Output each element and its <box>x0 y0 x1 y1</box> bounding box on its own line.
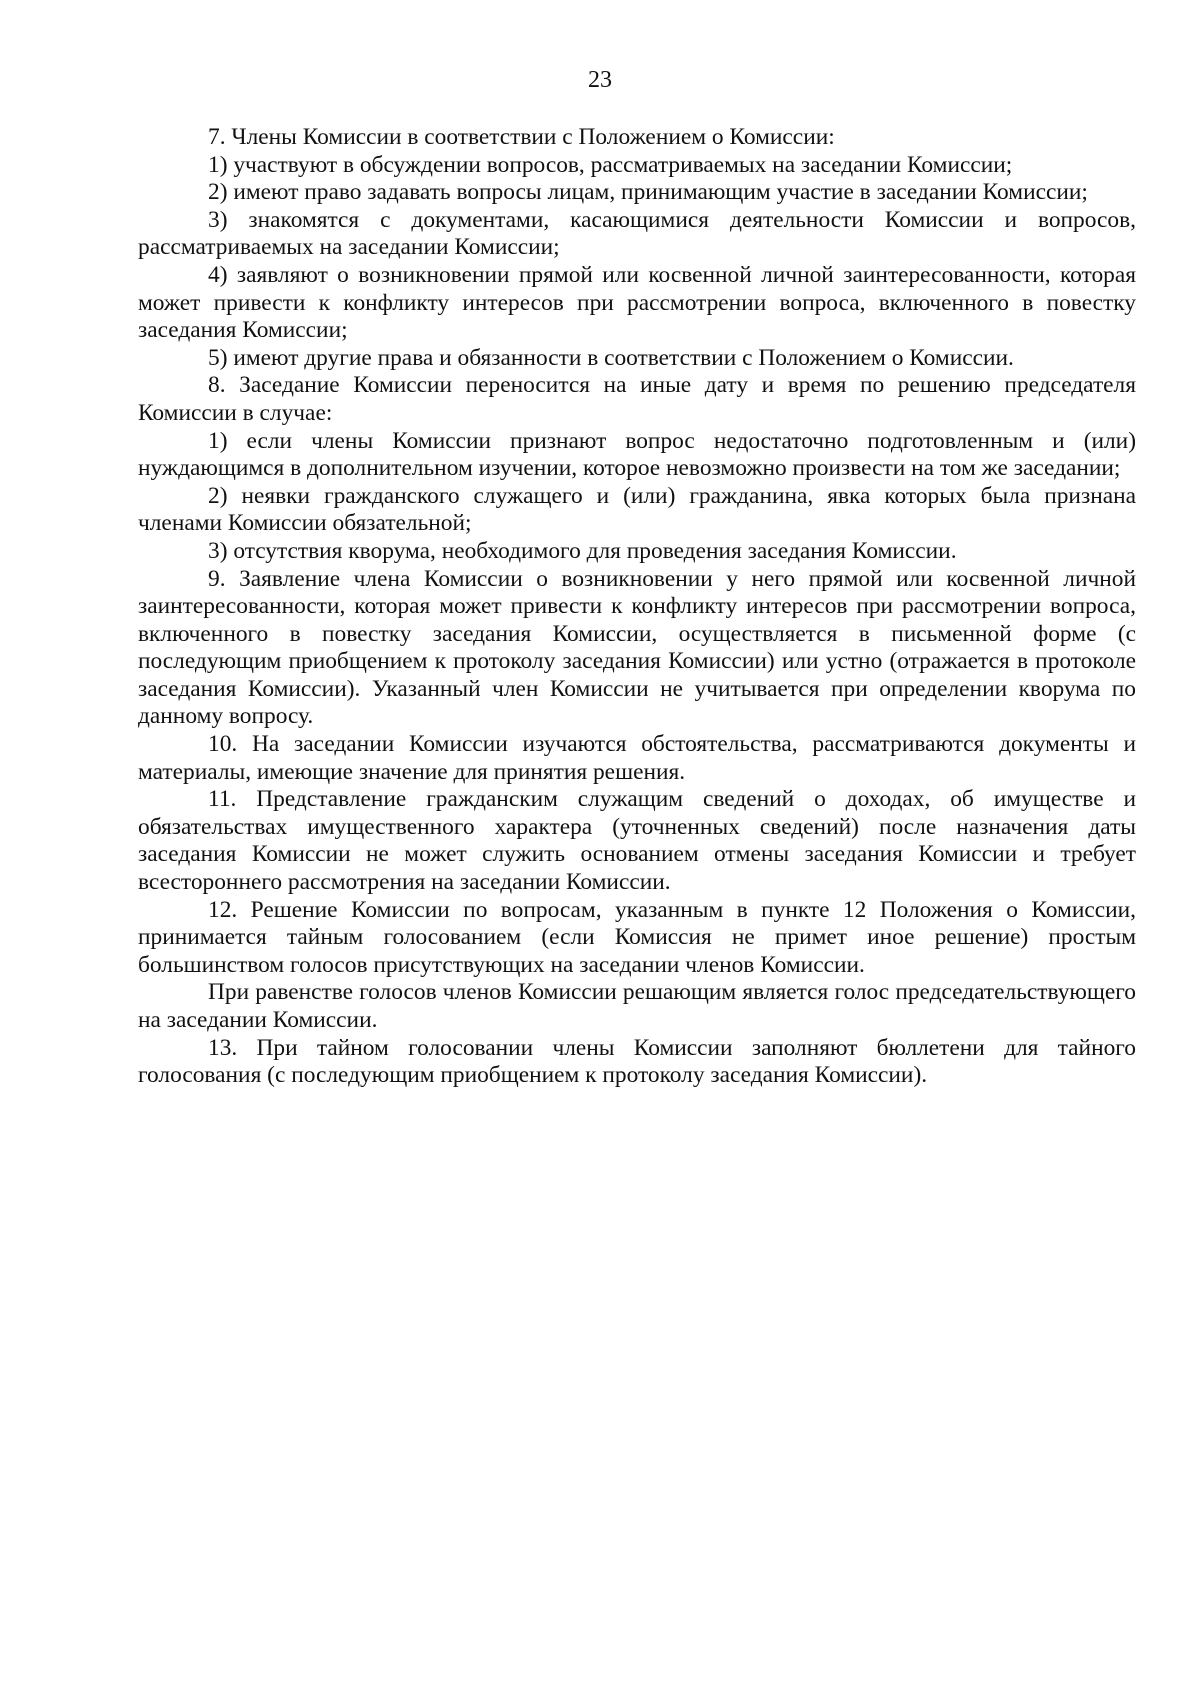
paragraph-12: 12. Решение Комиссии по вопросам, указанным в пункте 12 Положения о Комиссии, принимается тайным голосованием (если Комиссия не примет иное решение) простым большинством голосов присутствующих на заседании членов Комиссии. <box>138 896 1136 978</box>
list-item-7-4: 4) заявляют о возникновении прямой или косвенной личной заинтересованности, которая может привести к конфликту интересов при рассмотрении вопроса, включенного в повестку заседания Комиссии; <box>138 261 1136 344</box>
list-item-7-5: 5) имеют другие права и обязанности в соответствии с Положением о Комиссии. <box>208 344 1014 371</box>
paragraph-7-intro: 7. Члены Комиссии в соответствии с Положением о Комиссии: <box>208 124 835 150</box>
page-number: 23 <box>588 67 612 93</box>
paragraph-10: 10. На заседании Комиссии изучаются обстоятельства, рассматриваются документы и материалы, имеющие значение для принятия решения. <box>138 731 1136 785</box>
paragraph-8-intro: 8. Заседание Комиссии переносится на иные дату и время по решению председателя Комиссии в случае: <box>138 372 1136 426</box>
list-item-8-1: 1) если члены Комиссии признают вопрос недостаточно подготовленным и (или) нуждающимся в дополнительном изучении, которое невозможно произвести на том же заседании; <box>138 427 1136 482</box>
list-item-7-3: 3) знакомятся с документами, касающимися деятельности Комиссии и вопросов, рассматриваемых на заседании Комиссии; <box>138 206 1136 261</box>
list-item-7-2: 2) имеют право задавать вопросы лицам, принимающим участие в заседании Комиссии; <box>208 179 1088 206</box>
list-item-8-2: 2) неявки гражданского служащего и (или) гражданина, явка которых была признана членами Комиссии обязательной; <box>138 482 1136 537</box>
paragraph-11: 11. Представление гражданским служащим сведений о доходах, об имуществе и обязательствах имущественного характера (уточненных сведений) после назначения даты заседания Комиссии не может служить основанием отмены заседания Комиссии и требует всестороннего рассмотрения на заседании Комиссии. <box>138 786 1136 896</box>
paragraph-12-tie-rule: При равенстве голосов членов Комиссии решающим является голос председательствующего на заседании Комиссии. <box>138 979 1136 1033</box>
list-item-8-3: 3) отсутствия кворума, необходимого для проведения заседания Комиссии. <box>208 537 957 564</box>
paragraph-9: 9. Заявление члена Комиссии о возникновении у него прямой или косвенной личной заинтересованности, которая может привести к конфликту интересов при рассмотрении вопроса, включенного в повестку заседания Комиссии, осуществляется в письменной форме (с последующим приобщением к протоколу заседания Комиссии) или устно (отражается в протоколе заседания Комиссии). Указанный член Комиссии не учитывается при определении кворума по данному вопросу. <box>138 565 1136 730</box>
document-body <box>138 124 1136 1090</box>
list-item-7-1: 1) участвуют в обсуждении вопросов, рассматриваемых на заседании Комиссии; <box>208 151 1013 178</box>
paragraph-13: 13. При тайном голосовании члены Комиссии заполняют бюллетени для тайного голосования (с последующим приобщением к протоколу заседания Комиссии). <box>138 1034 1136 1089</box>
